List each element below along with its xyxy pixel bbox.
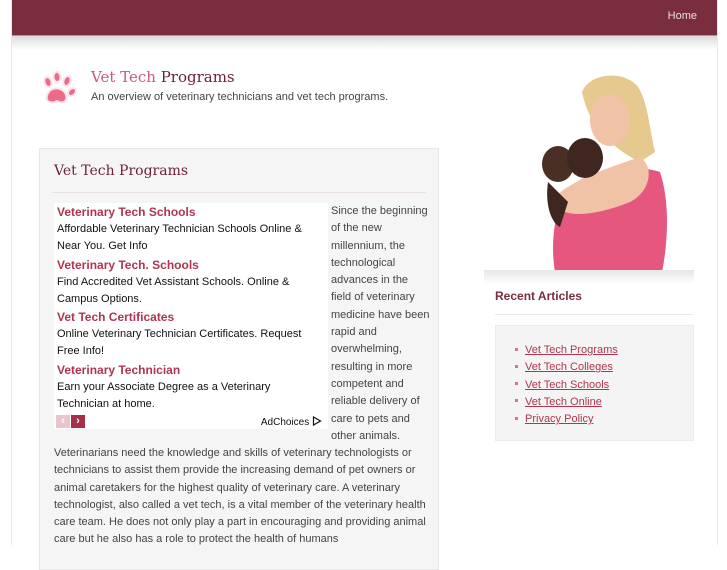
site-title[interactable] — [91, 68, 235, 86]
site-tagline: An overview of veterinary technicians and vet tech programs. — [91, 91, 389, 103]
photo-shadow — [484, 270, 694, 284]
ad-item[interactable] — [57, 363, 325, 413]
site-title-part2: Programs — [160, 68, 235, 86]
adchoices-icon — [312, 416, 322, 426]
recent-article-link[interactable]: Vet Tech Online — [525, 395, 602, 408]
recent-article-item — [515, 342, 618, 359]
paw-print-icon — [39, 68, 79, 108]
recent-article-link[interactable]: Vet Tech Colleges — [525, 361, 613, 374]
bullet-icon — [515, 365, 518, 368]
ad-title-link[interactable]: Veterinary Tech Schools — [57, 205, 196, 219]
adchoices-label: AdChoices — [260, 417, 310, 428]
ad-description: Affordable Veterinary Technician Schools Online & Near You. Get Info — [57, 223, 302, 252]
privacy-policy-link[interactable]: Privacy Policy — [525, 413, 594, 426]
body-paragraph: Veterinarians need the knowledge and skills of veterinary technologists or technicians to assist them provide the increasing demand of pet owners or animal caretakers for the highest quality of veterinary care. A veterinary technologist, also called a vet tech, is a vital member of the veterinary health care team. He does not only play a part in encouraging and providing animal care but he also has a role to protect the health of humans — [54, 447, 426, 546]
page-title: Vet Tech Programs — [54, 163, 189, 179]
ad-title-link[interactable]: Veterinary Technician — [57, 363, 181, 377]
nav-home-link[interactable]: Home — [667, 10, 697, 22]
bullet-icon — [515, 348, 518, 351]
intro-paragraph: Since the beginning of the new millennium, the technological advances in the field of veterinary medicine have been rapid and overwhelming, resulting in more competent and reliable delivery of care to pets and other animals. — [331, 205, 430, 442]
recent-article-item — [515, 377, 618, 394]
bullet-icon — [515, 382, 518, 385]
site-title-part1: Vet Tech — [91, 68, 156, 86]
ad-description: Online Veterinary Technician Certificates. Request Free Info! — [57, 328, 302, 357]
ad-prev-button[interactable]: ‹ — [56, 415, 70, 428]
recent-articles-heading: Recent Articles — [495, 289, 582, 303]
bullet-icon — [515, 417, 518, 420]
recent-article-item — [515, 359, 618, 376]
recent-article-link[interactable]: Vet Tech Programs — [525, 344, 618, 356]
bullet-icon — [515, 399, 518, 402]
recent-divider — [495, 314, 693, 315]
recent-articles-box — [495, 325, 694, 441]
top-nav-bar — [12, 0, 717, 36]
ad-description: Earn your Associate Degree as a Veterinary Technician at home. — [57, 381, 271, 410]
recent-article-item — [515, 394, 618, 411]
ad-item[interactable] — [57, 258, 325, 308]
adchoices-link[interactable] — [261, 416, 322, 428]
title-divider — [52, 192, 426, 193]
recent-article-link[interactable]: Vet Tech Schools — [525, 378, 610, 391]
ad-next-button[interactable]: › — [71, 415, 85, 428]
recent-articles-list — [515, 342, 618, 428]
ad-block — [54, 203, 328, 429]
ad-title-link[interactable]: Vet Tech Certificates — [57, 310, 175, 324]
ad-title-link[interactable]: Veterinary Tech. Schools — [57, 258, 199, 272]
ad-description: Find Accredited Vet Assistant Schools. Online & Campus Options. — [57, 276, 290, 305]
ad-pager — [56, 415, 85, 429]
nav-shadow — [12, 36, 717, 50]
main-content — [39, 148, 439, 570]
ad-item[interactable] — [57, 310, 325, 360]
recent-article-item — [515, 411, 618, 428]
page-container — [11, 0, 718, 545]
woman-with-puppies-image — [510, 62, 680, 272]
ad-item[interactable] — [57, 205, 325, 255]
